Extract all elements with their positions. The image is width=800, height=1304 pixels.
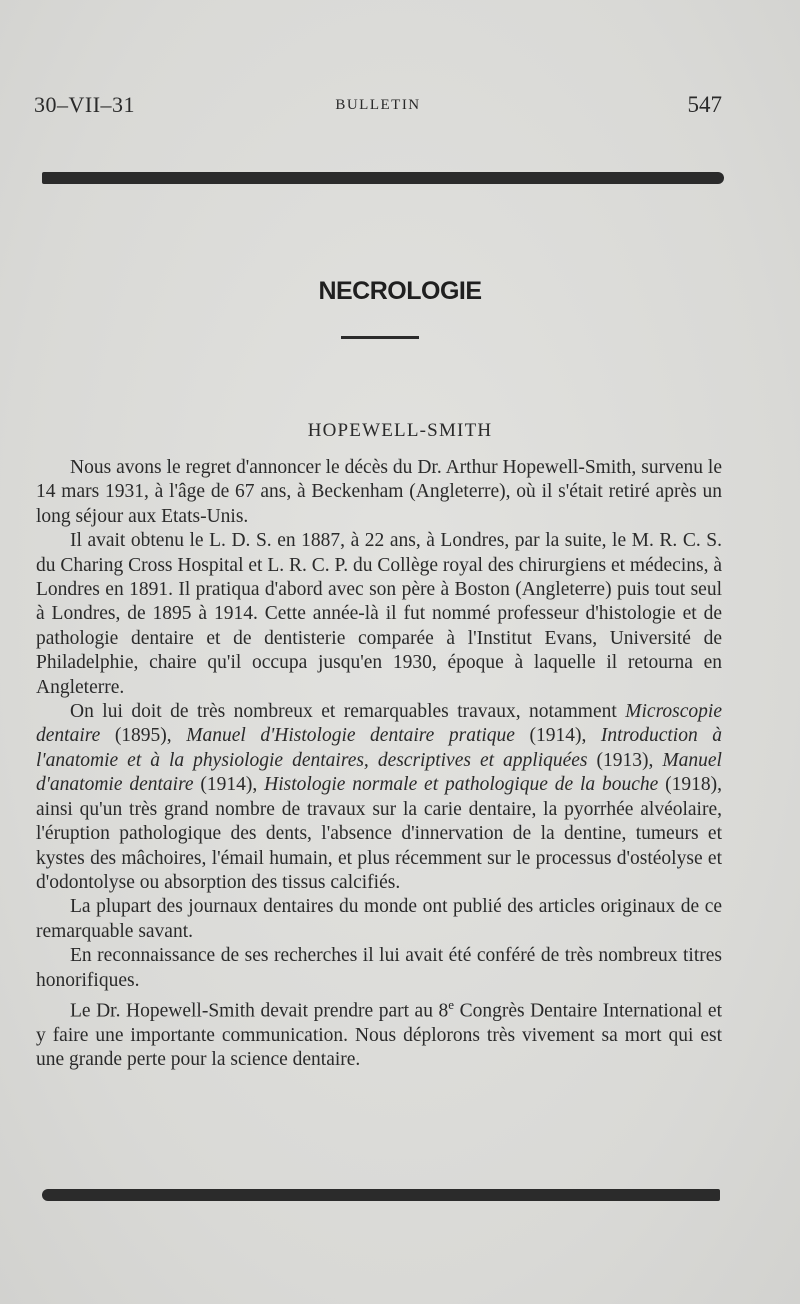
text-run: (1914), — [193, 774, 265, 796]
article-body — [36, 456, 722, 1073]
article-title: HOPEWELL-SMITH — [307, 420, 493, 441]
text-run: Le Dr. Hopewell-Smith devait prendre part au 8 — [70, 1000, 449, 1022]
text-run: En reconnaissance de ses recherches il lui avait été conféré de très nombreux titres honorifiques. — [36, 945, 722, 991]
text-run: (1914), — [514, 725, 601, 747]
work-title: Manuel d'Histologie dentaire pratique — [186, 725, 515, 747]
section-title: NECROLOGIE — [318, 277, 482, 305]
bottom-rule — [42, 1189, 720, 1201]
text-run: Il avait obtenu le L. D. S. en 1887, à 22 ans, à Londres, par la suite, le M. R. C. S. du Charing Cross Hospital et L. R. C. P. du Collège royal des chirurgiens et médecins, à Londres en 1891. Il pratiqua d'abord avec son père à Boston (Angleterre) puis tout seul à Londres, de 1895 à 1914. Cette année-là il fut nommé professeur d'histologie et de pathologie dentaire et de dentisterie comparée à l'Institut Evans, Université de Philadelphie, chaire qu'il occupa jusqu'en 1930, époque à laquelle il retourna en Angleterre. — [36, 530, 722, 698]
title-divider — [341, 336, 419, 339]
paragraph — [36, 944, 722, 993]
text-run: Nous avons le regret d'annoncer le décès du Dr. Arthur Hopewell-Smith, survenu le 14 mars 1931, à l'âge de 67 ans, à Beckenham (Angleterre), où il s'était retiré après un long séjour aux Etats-Unis. — [36, 457, 722, 527]
text-run: Congrès Dentaire International et y faire une importante communication. Nous déplorons très vivement sa mort qui est une grande perte pour la science dentaire. — [36, 1000, 722, 1071]
journal-name: BULLETIN — [335, 97, 421, 113]
issue-date: 30–VII–31 — [34, 92, 136, 117]
paragraph — [36, 529, 722, 700]
paragraph — [36, 456, 722, 529]
ordinal-suffix: e — [448, 996, 455, 1012]
running-head — [34, 92, 722, 122]
text-run: (1918), ainsi qu'un très grand nombre de travaux sur la carie dentaire, la pyorrhée alvéolaire, l'éruption pathologique des dents, l'absence d'innervation de la dentine, tumeurs et kystes des mâchoires, l'émail humain, et plus récemment sur le processus d'ostéolyse et d'odontolyse ou absorption des tissus calcifiés. — [36, 774, 722, 893]
work-title: Microscopie dentaire — [36, 701, 722, 747]
text-run: La plupart des journaux dentaires du monde ont publié des articles originaux de ce remarquable savant. — [36, 896, 722, 942]
page-number: 547 — [687, 92, 722, 117]
paragraph — [36, 895, 722, 944]
work-title: Manuel d'anatomie dentaire — [36, 749, 722, 796]
paragraph — [36, 700, 722, 895]
work-title: Histologie normale et pathologique de la bouche — [264, 774, 659, 796]
top-rule — [42, 172, 724, 184]
text-run: (1913), — [587, 749, 663, 771]
work-title: Introduction à l'anatomie et à la physiologie dentaires, descriptives et appliquées — [36, 725, 722, 771]
text-run: (1895), — [100, 725, 187, 747]
paragraph — [36, 993, 722, 1073]
text-run: On lui doit de très nombreux et remarquables travaux, notamment — [70, 701, 626, 723]
